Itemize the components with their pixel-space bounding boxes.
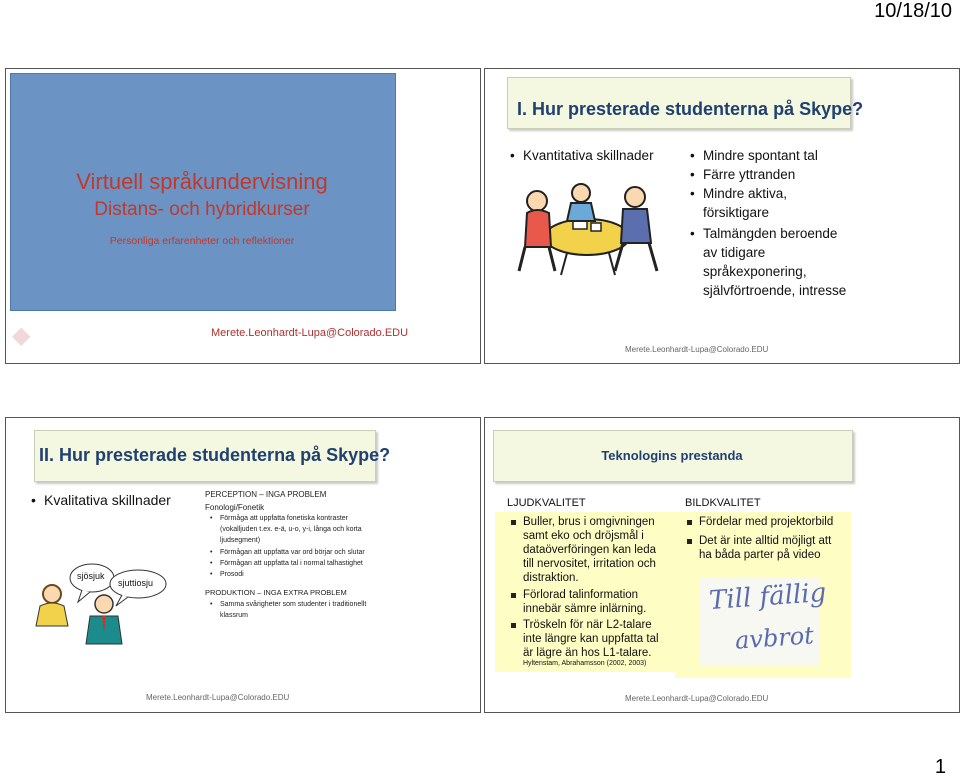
right-item-2: Det är inte alltid möjligt att ha båda parter på video [699, 534, 831, 562]
slide-footer: Merete.Leonhardt-Lupa@Colorado.EDU [146, 693, 290, 702]
slide-title: II. Hur presterade studenterna på Skype? [39, 445, 391, 465]
perception-item-3: • Förmågan att uppfatta tal i normal talhastighet [210, 560, 363, 567]
left-item-2: Förlorad talinformation innebär sämre inlärning. [523, 588, 646, 616]
left-bullet: • Kvalitativa skillnader [31, 492, 171, 508]
slide-4 [484, 417, 960, 713]
speech-bubbles-icon [26, 548, 176, 648]
slide-footer: Merete.Leonhardt-Lupa@Colorado.EDU [625, 694, 769, 703]
decorative-mark-icon: ◆ [12, 321, 31, 349]
meeting-clipart-icon [511, 179, 661, 279]
perception-item-2: • Förmågan att uppfatta var ord börjar och slutar [210, 549, 365, 556]
perception-header: PERCEPTION – INGA PROBLEM [205, 490, 327, 499]
slide-title: Virtuell språkundervisning [76, 169, 328, 194]
slide-title: Teknologins prestanda [601, 448, 743, 463]
page-number: 1 [934, 756, 946, 778]
page-date: 10/18/10 [874, 0, 952, 22]
slide-footer: Merete.Leonhardt-Lupa@Colorado.EDU [625, 345, 769, 354]
slide-2 [484, 68, 960, 364]
perception-item-1: • Förmåga att uppfatta fonetiska kontraster (vokalljuden t.ex. e-ä, u-o, y-i, långa och korta ljudsegment) [210, 515, 362, 544]
square-bullet-icon [511, 520, 516, 525]
bubble-sjosjuk: sjösjuk [77, 571, 105, 581]
square-bullet-icon [687, 520, 692, 525]
left-item-1: Buller, brus i omgivningen samt eko och dröjsmål i dataöverföringen kan leda till nervositet, irritation och distraktion. [523, 515, 656, 585]
perception-item-4: • Prosodi [210, 571, 244, 578]
bubble-sjuttiosju: sjuttiosju [118, 578, 154, 588]
slide-subtitle: Distans- och hybridkurser [94, 199, 310, 220]
author-email: Merete.Leonhardt-Lupa@Colorado.EDU [211, 327, 409, 339]
square-bullet-icon [511, 593, 516, 598]
right-item-1: Fördelar med projektorbild [699, 515, 833, 529]
left-heading: LJUDKVALITET [507, 497, 586, 509]
square-bullet-icon [687, 539, 692, 544]
bullet-3: • Mindre aktiva, försiktigare [690, 186, 788, 220]
handwriting-line-1: Till fällig [708, 577, 828, 617]
bullet-2: • Färre yttranden [690, 167, 796, 182]
right-heading: BILDKVALITET [685, 497, 761, 509]
left-bullet: • Kvantitativa skillnader [510, 148, 654, 163]
slide-title: I. Hur presterade studenterna på Skype? [517, 99, 864, 119]
bullet-1: • Mindre spontant tal [690, 148, 818, 163]
handwriting-line-2: avbrot [734, 621, 815, 655]
citation: Hyltenstam, Abrahamsson (2002, 2003) [523, 660, 647, 667]
perception-sub: Fonologi/Fonetik [205, 503, 265, 512]
left-item-3: Tröskeln för när L2-talare inte längre kan uppfatta tal är lägre än hos L1-talare. [523, 618, 659, 660]
production-item-1: • Samma svårigheter som studenter i traditionellt klassrum [210, 601, 367, 619]
slide-1 [5, 68, 481, 364]
square-bullet-icon [511, 623, 516, 628]
slide-tagline: Personliga erfarenheter och reflektioner [109, 235, 295, 247]
slide-3 [5, 417, 481, 713]
production-header: PRODUKTION – INGA EXTRA PROBLEM [205, 588, 347, 597]
bullet-4: • Talmängden beroende av tidigare språkexponering, självförtroende, intresse [690, 226, 847, 298]
